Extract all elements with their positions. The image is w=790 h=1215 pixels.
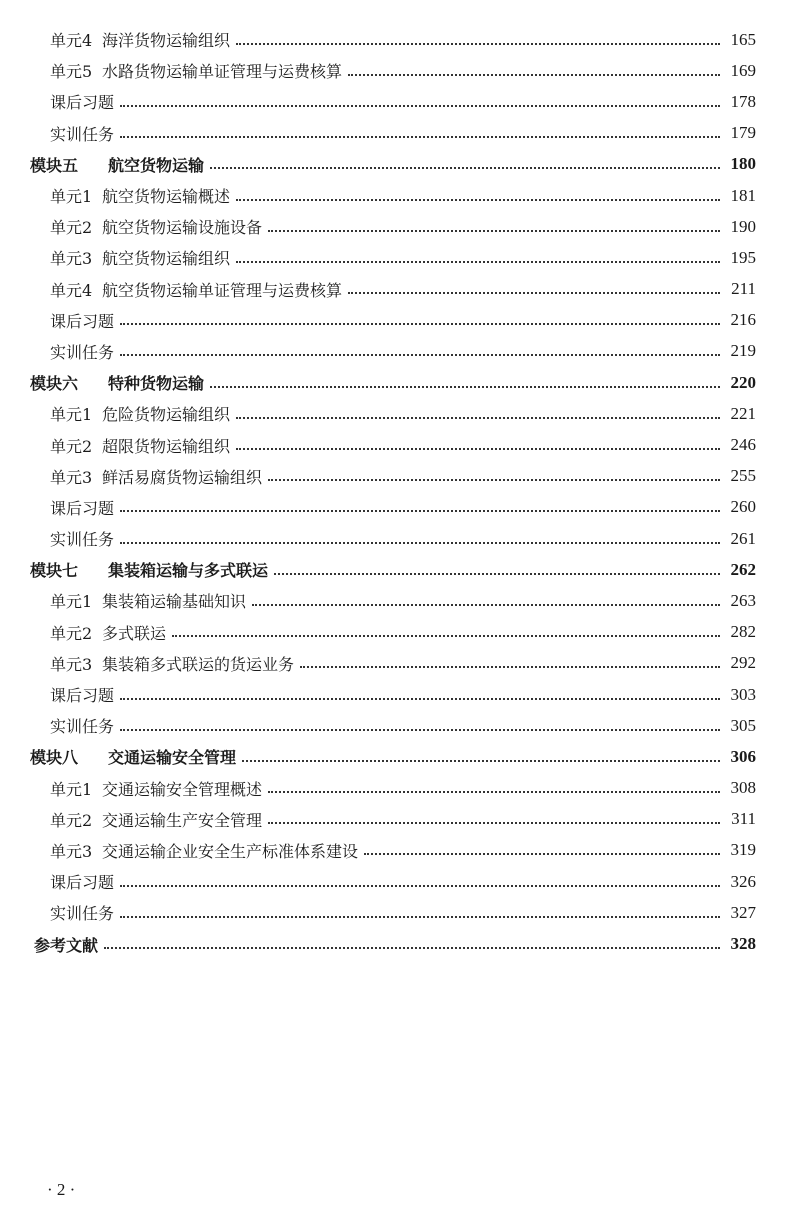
toc-entry-label: 单元4 (50, 31, 93, 51)
toc-entry-page: 326 (730, 871, 756, 891)
toc-entry-unit[interactable] (30, 211, 756, 242)
toc-entry-page: 169 (730, 60, 756, 80)
dot-leader (364, 853, 720, 855)
toc-entry-page: 246 (730, 435, 756, 455)
toc-entry-page: 178 (730, 91, 756, 111)
toc-entry-unit[interactable] (30, 429, 756, 460)
toc-entry-unit[interactable] (30, 55, 756, 86)
toc-entry-unit[interactable] (30, 648, 756, 679)
dot-leader (120, 323, 720, 325)
toc-entry-label: 单元3 (50, 249, 93, 269)
toc-entry-extra[interactable] (30, 305, 756, 336)
toc-entry-page: 219 (730, 341, 756, 361)
toc-entry-title: 课后习题 (50, 686, 115, 706)
toc-entry-page: 220 (730, 372, 756, 392)
dot-leader (120, 354, 720, 356)
dot-leader (236, 417, 720, 419)
toc-entry-extra[interactable] (30, 492, 756, 523)
toc-entry-unit[interactable] (30, 804, 756, 835)
toc-entry-unit[interactable] (30, 617, 756, 648)
toc-entry-title: 交通运输生产安全管理 (102, 810, 263, 830)
toc-entry-label: 单元4 (50, 280, 93, 300)
dot-leader (268, 479, 720, 481)
toc-entry-unit[interactable] (30, 180, 756, 211)
dot-leader (274, 573, 720, 575)
dot-leader (236, 261, 720, 263)
toc-entry-label: 单元1 (50, 779, 93, 799)
toc-entry-unit[interactable] (30, 242, 756, 273)
dot-leader (120, 105, 720, 107)
toc-entry-page: 263 (730, 590, 756, 610)
toc-entry-title: 海洋货物运输组织 (102, 31, 231, 51)
table-of-contents (30, 24, 756, 960)
toc-entry-title: 课后习题 (50, 498, 115, 518)
toc-entry-page: 261 (730, 528, 756, 548)
toc-entry-page: 282 (730, 622, 756, 642)
toc-entry-page: 292 (730, 653, 756, 673)
toc-entry-label: 单元3 (50, 467, 93, 487)
toc-entry-label: 单元1 (50, 592, 93, 612)
toc-entry-page: 195 (730, 247, 756, 267)
toc-entry-label: 模块六 (30, 374, 79, 394)
toc-entry-extra[interactable] (30, 336, 756, 367)
toc-entry-page: 260 (730, 497, 756, 517)
toc-entry-title: 交通运输安全管理概述 (102, 779, 263, 799)
toc-entry-title: 实训任务 (50, 530, 115, 550)
toc-entry-title: 课后习题 (50, 311, 115, 331)
dot-leader (120, 916, 720, 918)
dot-leader (120, 136, 720, 138)
toc-entry-page: 305 (730, 715, 756, 735)
toc-entry-title: 集装箱运输基础知识 (102, 592, 247, 612)
toc-entry-extra[interactable] (30, 118, 756, 149)
toc-entry-unit[interactable] (30, 835, 756, 866)
toc-entry-extra[interactable] (30, 710, 756, 741)
dot-leader (268, 791, 720, 793)
toc-entry-extra[interactable] (30, 866, 756, 897)
toc-entry-title: 实训任务 (50, 904, 115, 924)
dot-leader (120, 729, 720, 731)
toc-entry-module[interactable] (30, 554, 756, 585)
dot-leader (120, 542, 720, 544)
dot-leader (268, 230, 720, 232)
toc-entry-module[interactable] (30, 367, 756, 398)
toc-entry-label: 单元3 (50, 654, 93, 674)
toc-entry-title: 危险货物运输组织 (102, 405, 231, 425)
dot-leader (236, 448, 720, 450)
toc-entry-title: 实训任务 (50, 717, 115, 737)
toc-entry-title: 实训任务 (50, 342, 115, 362)
toc-entry-title: 航空货物运输单证管理与运费核算 (102, 280, 343, 300)
toc-entry-label: 模块五 (30, 155, 79, 175)
toc-entry-page: 211 (731, 279, 756, 299)
toc-entry-label: 单元2 (50, 623, 93, 643)
toc-entry-label: 模块八 (30, 748, 79, 768)
toc-entry-page: 190 (730, 216, 756, 236)
toc-entry-extra[interactable] (30, 86, 756, 117)
toc-entry-label: 单元1 (50, 405, 93, 425)
toc-entry-title: 航空货物运输 (108, 155, 205, 175)
toc-entry-title: 实训任务 (50, 124, 115, 144)
toc-entry-title: 航空货物运输概述 (102, 187, 231, 207)
dot-leader (120, 510, 720, 512)
toc-entry-label: 模块七 (30, 561, 79, 581)
toc-entry-page: 303 (730, 684, 756, 704)
toc-entry-page: 306 (730, 746, 756, 766)
toc-entry-unit[interactable] (30, 585, 756, 616)
dot-leader (104, 947, 720, 949)
toc-entry-unit[interactable] (30, 24, 756, 55)
toc-entry-label: 单元1 (50, 187, 93, 207)
dot-leader (300, 666, 720, 668)
dot-leader (210, 167, 720, 169)
toc-entry-unit[interactable] (30, 274, 756, 305)
toc-entry-page: 181 (730, 185, 756, 205)
dot-leader (236, 199, 720, 201)
toc-entry-title: 航空货物运输设施设备 (102, 218, 263, 238)
toc-entry-title: 集装箱运输与多式联运 (108, 561, 269, 581)
dot-leader (172, 635, 720, 637)
toc-entry-extra[interactable] (30, 679, 756, 710)
dot-leader (268, 822, 720, 824)
toc-entry-unit[interactable] (30, 398, 756, 429)
toc-entry-title: 水路货物运输单证管理与运费核算 (102, 62, 343, 82)
toc-entry-page: 179 (730, 123, 756, 143)
toc-entry-title: 课后习题 (50, 873, 115, 893)
toc-entry-page: 319 (730, 840, 756, 860)
toc-entry-title: 参考文献 (34, 935, 99, 955)
toc-entry-page: 311 (731, 809, 756, 829)
toc-entry-page: 216 (730, 310, 756, 330)
toc-entry-label: 单元3 (50, 841, 93, 861)
toc-entry-page: 327 (730, 902, 756, 922)
toc-entry-title: 课后习题 (50, 93, 115, 113)
toc-entry-extra[interactable] (30, 897, 756, 928)
toc-entry-unit[interactable] (30, 773, 756, 804)
page-number: · 2 · (47, 1180, 76, 1199)
toc-entry-title: 特种货物运输 (108, 374, 205, 394)
toc-entry-title: 交通运输企业安全生产标准体系建设 (102, 841, 359, 861)
dot-leader (242, 760, 720, 762)
toc-entry-title: 超限货物运输组织 (102, 436, 231, 456)
toc-entry-extra[interactable] (30, 523, 756, 554)
toc-entry-title: 鲜活易腐货物运输组织 (102, 467, 263, 487)
dot-leader (348, 74, 720, 76)
toc-entry-page: 180 (730, 154, 756, 174)
toc-entry-page: 262 (730, 559, 756, 579)
toc-entry-page: 255 (730, 466, 756, 486)
toc-entry-label: 单元2 (50, 810, 93, 830)
toc-entry-unit[interactable] (30, 461, 756, 492)
toc-entry-label: 单元2 (50, 218, 93, 238)
dot-leader (210, 386, 720, 388)
toc-entry-title: 多式联运 (102, 623, 167, 643)
toc-entry-label: 单元2 (50, 436, 93, 456)
toc-entry-title: 航空货物运输组织 (102, 249, 231, 269)
toc-entry-title: 集装箱多式联运的货运业务 (102, 654, 295, 674)
toc-entry-ref[interactable] (30, 928, 756, 959)
dot-leader (252, 604, 720, 606)
toc-entry-page: 165 (730, 29, 756, 49)
dot-leader (120, 885, 720, 887)
dot-leader (120, 698, 720, 700)
toc-entry-page: 221 (730, 403, 756, 423)
toc-entry-page: 308 (730, 778, 756, 798)
dot-leader (236, 43, 720, 45)
toc-entry-label: 单元5 (50, 62, 93, 82)
toc-entry-title: 交通运输安全管理 (108, 748, 237, 768)
toc-entry-page: 328 (730, 934, 756, 954)
toc-entry-module[interactable] (30, 149, 756, 180)
dot-leader (348, 292, 720, 294)
toc-entry-module[interactable] (30, 741, 756, 772)
